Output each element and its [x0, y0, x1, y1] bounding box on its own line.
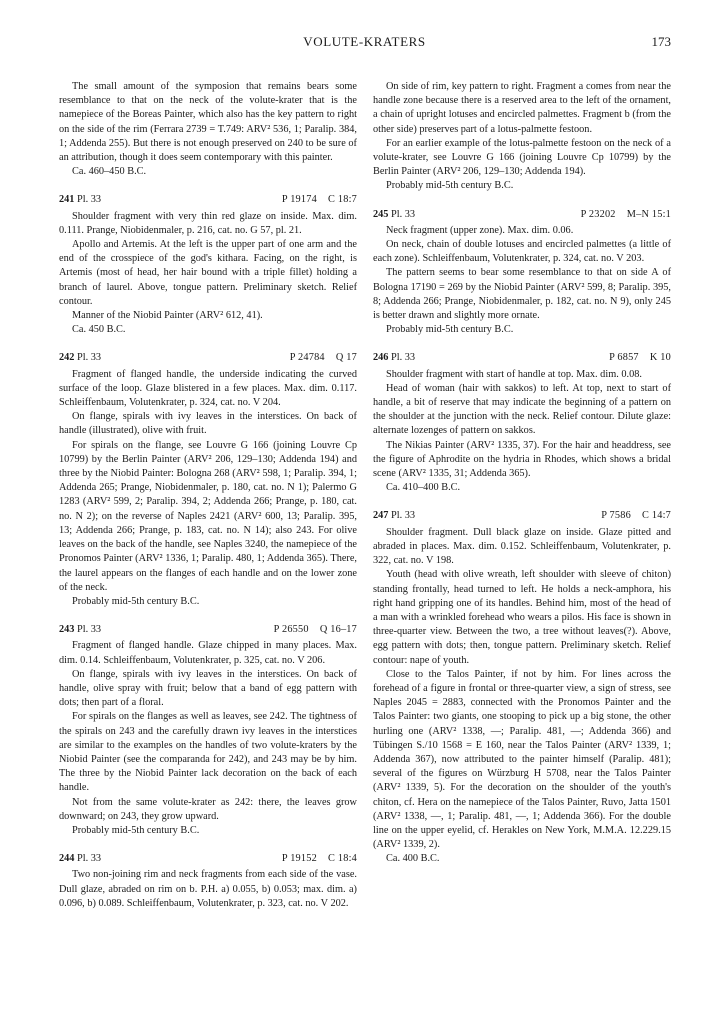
entry-number: 247	[373, 510, 389, 522]
entry-paragraph: Fragment of flanged handle, the underside indicating the curved surface of the loop. Glaze blistered in a few places. Max. dim. 0.117. Schleiffenbaum, Volutenkrater, p. 324, cat. no. V 204.	[59, 368, 357, 409]
entry-paragraph: Not from the same volute-krater as 242: there, the leaves grow downward; on 243, they grow upward.	[59, 796, 357, 822]
entry-number: 241	[59, 194, 75, 206]
deposit-location: M–N 15:1	[626, 208, 671, 220]
continued-paragraph: On side of rim, key pattern to right. Fragment a comes from near the handle zone because there is a reserved area to the left of the ornament, a chain of upright lotuses and encircled palmettes. Fragment b (from the other side) preserves part of a lotus-palmette festoon.	[373, 81, 671, 135]
plate-reference: Pl. 33	[77, 853, 102, 865]
inventory-number: P 26550	[273, 624, 309, 636]
entry-paragraph: The Nikias Painter (ARV² 1335, 37). For the hair and headdress, see the figure of Aphrodite on the hydria in Rhodes, which shows a bridal scene (ARV² 1335, 31; Addenda 365).	[373, 439, 671, 480]
entry-paragraph: On neck, chain of double lotuses and encircled palmettes (a little of each zone). Schleiffenbaum, Volutenkrater, p. 324, cat. no. V 203.	[373, 239, 671, 265]
catalog-entry-heading	[373, 351, 671, 365]
plate-reference: Pl. 33	[77, 352, 102, 364]
inventory-number: P 24784	[289, 352, 325, 364]
entry-paragraph: Shoulder fragment with very thin red glaze on inside. Max. dim. 0.111. Prange, Niobidenmaler, p. 216, cat. no. G 57, pl. 21.	[59, 210, 357, 236]
plate-reference: Pl. 33	[391, 208, 416, 220]
catalog-entry-heading	[59, 623, 357, 637]
entry-date: Ca. 400 B.C.	[386, 853, 440, 865]
continued-paragraph: For an earlier example of the lotus-palmette festoon on the neck of a volute-krater, see Louvre G 166 (joining Louvre Cp 10799) by the Berlin Painter (ARV² 206, 129–130; Addenda 194).	[373, 137, 671, 178]
inventory-number: P 19174	[281, 194, 317, 206]
entry-paragraph: Neck fragment (upper zone). Max. dim. 0.06.	[386, 224, 574, 236]
plate-reference: Pl. 33	[391, 510, 416, 522]
continued-date: Probably mid-5th century B.C.	[386, 180, 514, 192]
deposit-location: C 18:4	[328, 853, 357, 865]
entry-paragraph: Two non-joining rim and neck fragments from each side of the vase. Dull glaze, abraded on rim on b. P.H. a) 0.055, b) 0.053; max. dim. a) 0.096, b) 0.089. Schleiffenbaum, Volutenkrater, p. 323, cat. no. V 202.	[59, 869, 357, 909]
entry-date: Ca. 410–400 B.C.	[386, 482, 461, 494]
catalog-entry-heading	[373, 208, 671, 222]
entry-date: Ca. 450 B.C.	[72, 324, 126, 336]
entry-paragraph: On flange, spirals with ivy leaves in the interstices. On back of handle (illustrated), olive with fruit.	[59, 411, 357, 437]
entry-number: 246	[373, 352, 389, 364]
entry-paragraph: The pattern seems to bear some resemblance to that on side A of Bologna 17190 = 269 by the Niobid Painter (ARV² 599, 8; Paralip. 395, 8; Addenda 266; Prange, Niobidenmaler, p. 182, cat. no. N 9), only 245 is better drawn and slightly more ornate.	[373, 267, 671, 322]
entry-paragraph: Close to the Talos Painter, if not by him. For lines across the forehead of a figure in frontal or three-quarter view, a sign of stress, see Naples 2045 = 2883, connected with the Pronomos Painter and the Talos Painter: two giants, one stooping to pick up a big stone, the other hurling one (ARV² 1338, —; Paralip. 481, —; Addenda 366) and Tübingen S./10 1568 = E 160, near the Talos Painter (ARV² 1339, 1; Addenda 367), now attributed to the painter himself (Paralip. 481); several of the figures on Würzburg H 5708, near the Talos Painter (ARV² 1339, 5). For the decoration on the shoulder of the youth's chiton, cf. Hera on the namepiece of the Talos Painter, Ruvo, Jatta 1501 (ARV² 1338, —, 1; Paralip. 481, —, 1; Addenda 366). For the double line on the upper eyelid, cf. Herakles on New York, M.M.A. 12.229.15 (ARV² 1339, 2).	[373, 668, 671, 851]
entry-paragraph: Fragment of flanged handle. Glaze chipped in many places. Max. dim. 0.14. Schleiffenbaum, Volutenkrater, p. 325, cat. no. V 206.	[59, 640, 357, 666]
entry-paragraph: Head of woman (hair with sakkos) to left. At top, next to start of handle, a bit of reserve that may indicate the beginning of a pattern on the shoulder at the junction with the neck. Relief contour. Dilute glaze: alternate lozenges of pattern on sakkos.	[373, 382, 671, 437]
entry-paragraph: On flange, spirals with ivy leaves in the interstices. On back of handle, olive spray with fruit; below that a band of egg pattern with dots; then part of a floral.	[59, 668, 357, 709]
page-header	[58, 34, 671, 54]
entry-paragraph: Youth (head with olive wreath, left shoulder with sleeve of chiton) standing frontally, head turned to left. He holds a neck-amphora, his right hand gripping one of its handles. Behind him, most of the head of a man with a wrinkled forehead who wears a pilos. His face is shown in three-quarter view. Between the two, a tree without leaves(?). Above, egg pattern with dots; then, tongue pattern. Preliminary sketch. Relief contour: nape of youth.	[373, 569, 671, 666]
inventory-number: P 23202	[580, 208, 616, 220]
catalog-entry-heading	[59, 351, 357, 365]
deposit-location: C 14:7	[642, 510, 671, 522]
entry-paragraph: Shoulder fragment with start of handle at top. Max. dim. 0.08.	[386, 368, 642, 380]
entry-number: 243	[59, 624, 75, 636]
deposit-location: C 18:7	[328, 194, 357, 206]
entry-paragraph: Manner of the Niobid Painter (ARV² 612, 41).	[72, 310, 263, 322]
intro-date: Ca. 460–450 B.C.	[72, 166, 147, 178]
inventory-number: P 19152	[281, 853, 317, 865]
left-column	[59, 80, 357, 911]
plate-reference: Pl. 33	[391, 352, 416, 364]
plate-reference: Pl. 33	[77, 624, 102, 636]
inventory-number: P 6857	[609, 352, 639, 364]
plate-reference: Pl. 33	[77, 194, 102, 206]
entry-paragraph: Apollo and Artemis. At the left is the upper part of one arm and the end of the crosspiece of the god's kithara. Facing, on the right, is Artemis (most of head, her hair bound with a triple fillet) holding a branch of laurel. Above, tongue pattern. Preliminary sketch. Relief contour.	[59, 239, 357, 307]
entry-number: 242	[59, 352, 75, 364]
entry-number: 245	[373, 208, 389, 220]
inventory-number: P 7586	[601, 510, 631, 522]
catalog-entry-heading	[373, 509, 671, 523]
right-column	[373, 80, 671, 867]
entry-paragraph: Shoulder fragment. Dull black glaze on inside. Glaze pitted and abraded in places. Max. dim. 0.152. Schleiffenbaum, Volutenkrater, p. 322, cat. no. V 198.	[373, 526, 671, 567]
entry-date: Probably mid-5th century B.C.	[72, 595, 200, 607]
entry-date: Probably mid-5th century B.C.	[386, 324, 514, 336]
deposit-location: Q 17	[335, 352, 357, 364]
entry-paragraph: For spirals on the flange, see Louvre G 166 (joining Louvre Cp 10799) by the Berlin Painter (ARV² 206, 129–130; Addenda 194) and three by the Niobid Painter: Bologna 268 (ARV² 598, 1; Paralip. 394, 1; Addenda 265; Prange, Niobidenmaler, p. 180, cat. no. N 1); Palermo G 1283 (ARV² 599, 2; Paralip. 394, 2; Addenda 266; Prange, p. 180, cat. no. N 2); on the reverse of Naples 2421 (ARV² 600, 13; Paralip. 395, 13; Addenda 266; Prange, p. 183, cat. no. N 14); also 243. For olive leaves on the back of the handle, see Naples 3240, the namepiece of the Pronomos Painter (ARV² 1336, 1; Paralip. 480, 1; Addenda 365). There, the laurel appears on the flanges of each handle and on the lower zone of the neck.	[59, 439, 357, 593]
intro-paragraph: The small amount of the symposion that remains bears some resemblance to that on the neck of the volute-krater that is the namepiece of the Boreas Painter, which also has the key pattern to right on the side of the rim (Ferrara 2739 = T.749: ARV² 536, 1; Paralip. 384, 1; Addenda 255). But there is not enough preserved on 240 to be sure of an attribution, though it does seem contemporary with this painter.	[59, 81, 357, 164]
entry-date: Probably mid-5th century B.C.	[72, 824, 200, 836]
catalog-entry-heading	[59, 193, 357, 207]
entry-number: 244	[59, 853, 75, 865]
catalog-entry-heading	[59, 852, 357, 866]
page-number: 173	[651, 34, 671, 49]
entry-paragraph: For spirals on the flanges as well as leaves, see 242. The tightness of the spirals on 243 and the carefully drawn ivy leaves in the interstices are similar to the examples on the handles of two volute-kraters by the Niobid Painter (see the comparanda for 242), and 243 may be by him. The three by the Niobid Painter lack decoration on the back of each handle.	[59, 711, 357, 794]
running-title: VOLUTE-KRATERS	[303, 34, 426, 49]
deposit-location: Q 16–17	[319, 624, 357, 636]
deposit-location: K 10	[649, 352, 671, 364]
